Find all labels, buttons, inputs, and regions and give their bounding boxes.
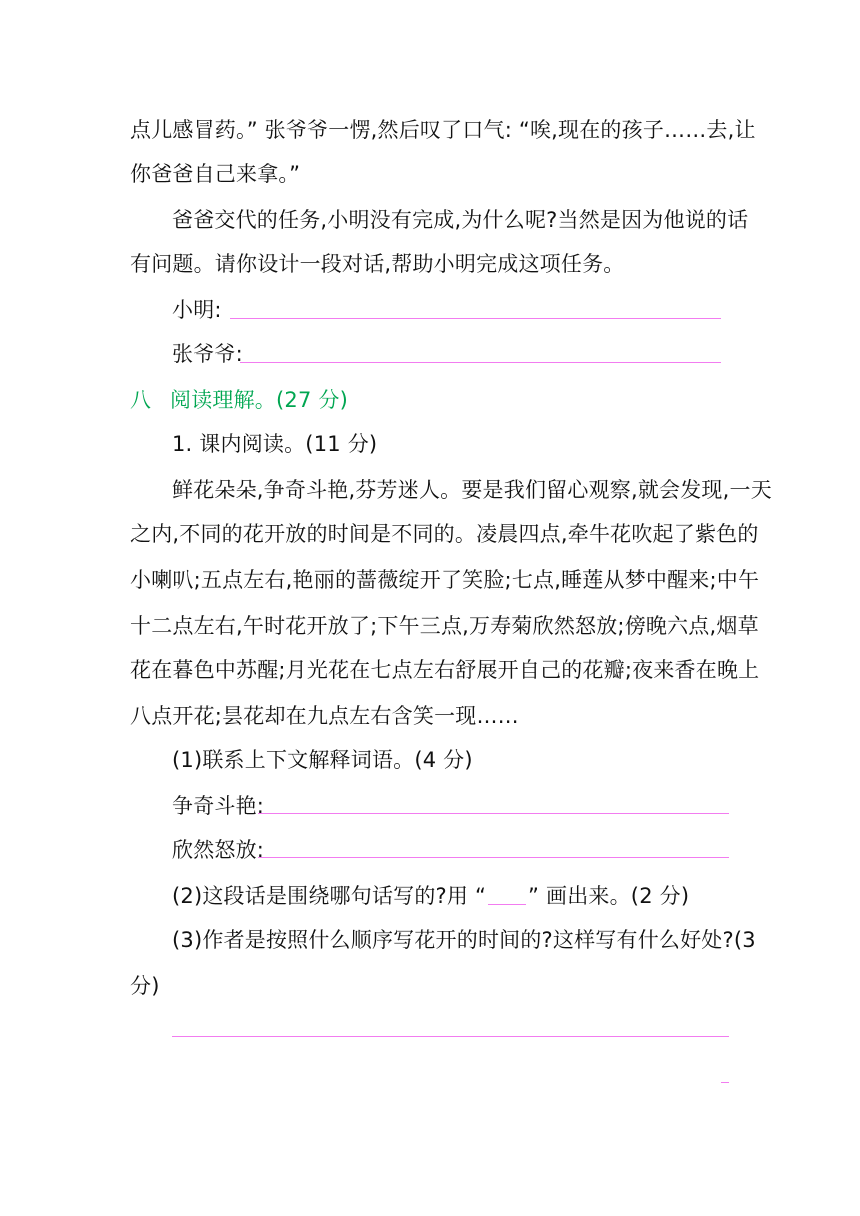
- xiaoming-label: 小明:: [172, 298, 222, 322]
- word-1-label: 争奇斗艳:: [172, 794, 265, 818]
- question-3-line-2: 分): [130, 974, 160, 998]
- zhangyeye-label: 张爷爷:: [172, 342, 243, 366]
- task-line-1: 爸爸交代的任务,小明没有完成,为什么呢?当然是因为他说的话: [172, 208, 749, 232]
- question-3-answer-line[interactable]: [172, 1036, 729, 1037]
- task-line-2: 有问题。请你设计一段对话,帮助小明完成这项任务。: [130, 252, 625, 276]
- passage-line-1: 鲜花朵朵,争奇斗艳,芬芳迷人。要是我们留心观察,就会发现,一天: [172, 478, 772, 502]
- xiaoming-answer-line[interactable]: [230, 318, 721, 319]
- zhangyeye-answer-line[interactable]: [240, 362, 721, 363]
- passage-line-2: 之内,不同的花开放的时间是不同的。凌晨四点,牵牛花吹起了紫色的: [130, 522, 759, 546]
- subsection-1-title: 1. 课内阅读。(11 分): [172, 432, 378, 456]
- word-2-label: 欣然怒放:: [172, 838, 265, 862]
- story-line-1: 点儿感冒药。” 张爷爷一愣,然后叹了口气: “唉,现在的孩子……去,让: [130, 118, 756, 142]
- section-8-title: 阅读理解。(27 分): [170, 388, 348, 412]
- question-3-answer-line-end[interactable]: [721, 1082, 729, 1083]
- passage-line-4: 十二点左右,午时花开放了;下午三点,万寿菊欣然怒放;傍晚六点,烟草: [130, 614, 759, 638]
- word-2-answer-line[interactable]: [258, 857, 729, 858]
- passage-line-5: 花在暮色中苏醒;月光花在七点左右舒展开自己的花瓣;夜来香在晚上: [130, 658, 760, 682]
- question-3-line-1: (3)作者是按照什么顺序写花开的时间的?这样写有什么好处?(3: [172, 928, 756, 952]
- underline-sample: [488, 886, 526, 905]
- question-2-text-before: (2)这段话是围绕哪句话写的?用 “: [172, 884, 487, 908]
- question-1: (1)联系上下文解释词语。(4 分): [172, 748, 473, 772]
- question-2: [172, 882, 689, 910]
- section-8-number: 八: [130, 388, 152, 412]
- passage-line-3: 小喇叭;五点左右,艳丽的蔷薇绽开了笑脸;七点,睡莲从梦中醒来;中午: [130, 568, 760, 592]
- word-1-answer-line[interactable]: [258, 813, 729, 814]
- story-line-2: 你爸爸自己来拿。”: [130, 162, 301, 186]
- question-2-text-after: ” 画出来。(2 分): [528, 884, 690, 908]
- passage-line-6: 八点开花;昙花却在九点左右含笑一现……: [130, 704, 519, 728]
